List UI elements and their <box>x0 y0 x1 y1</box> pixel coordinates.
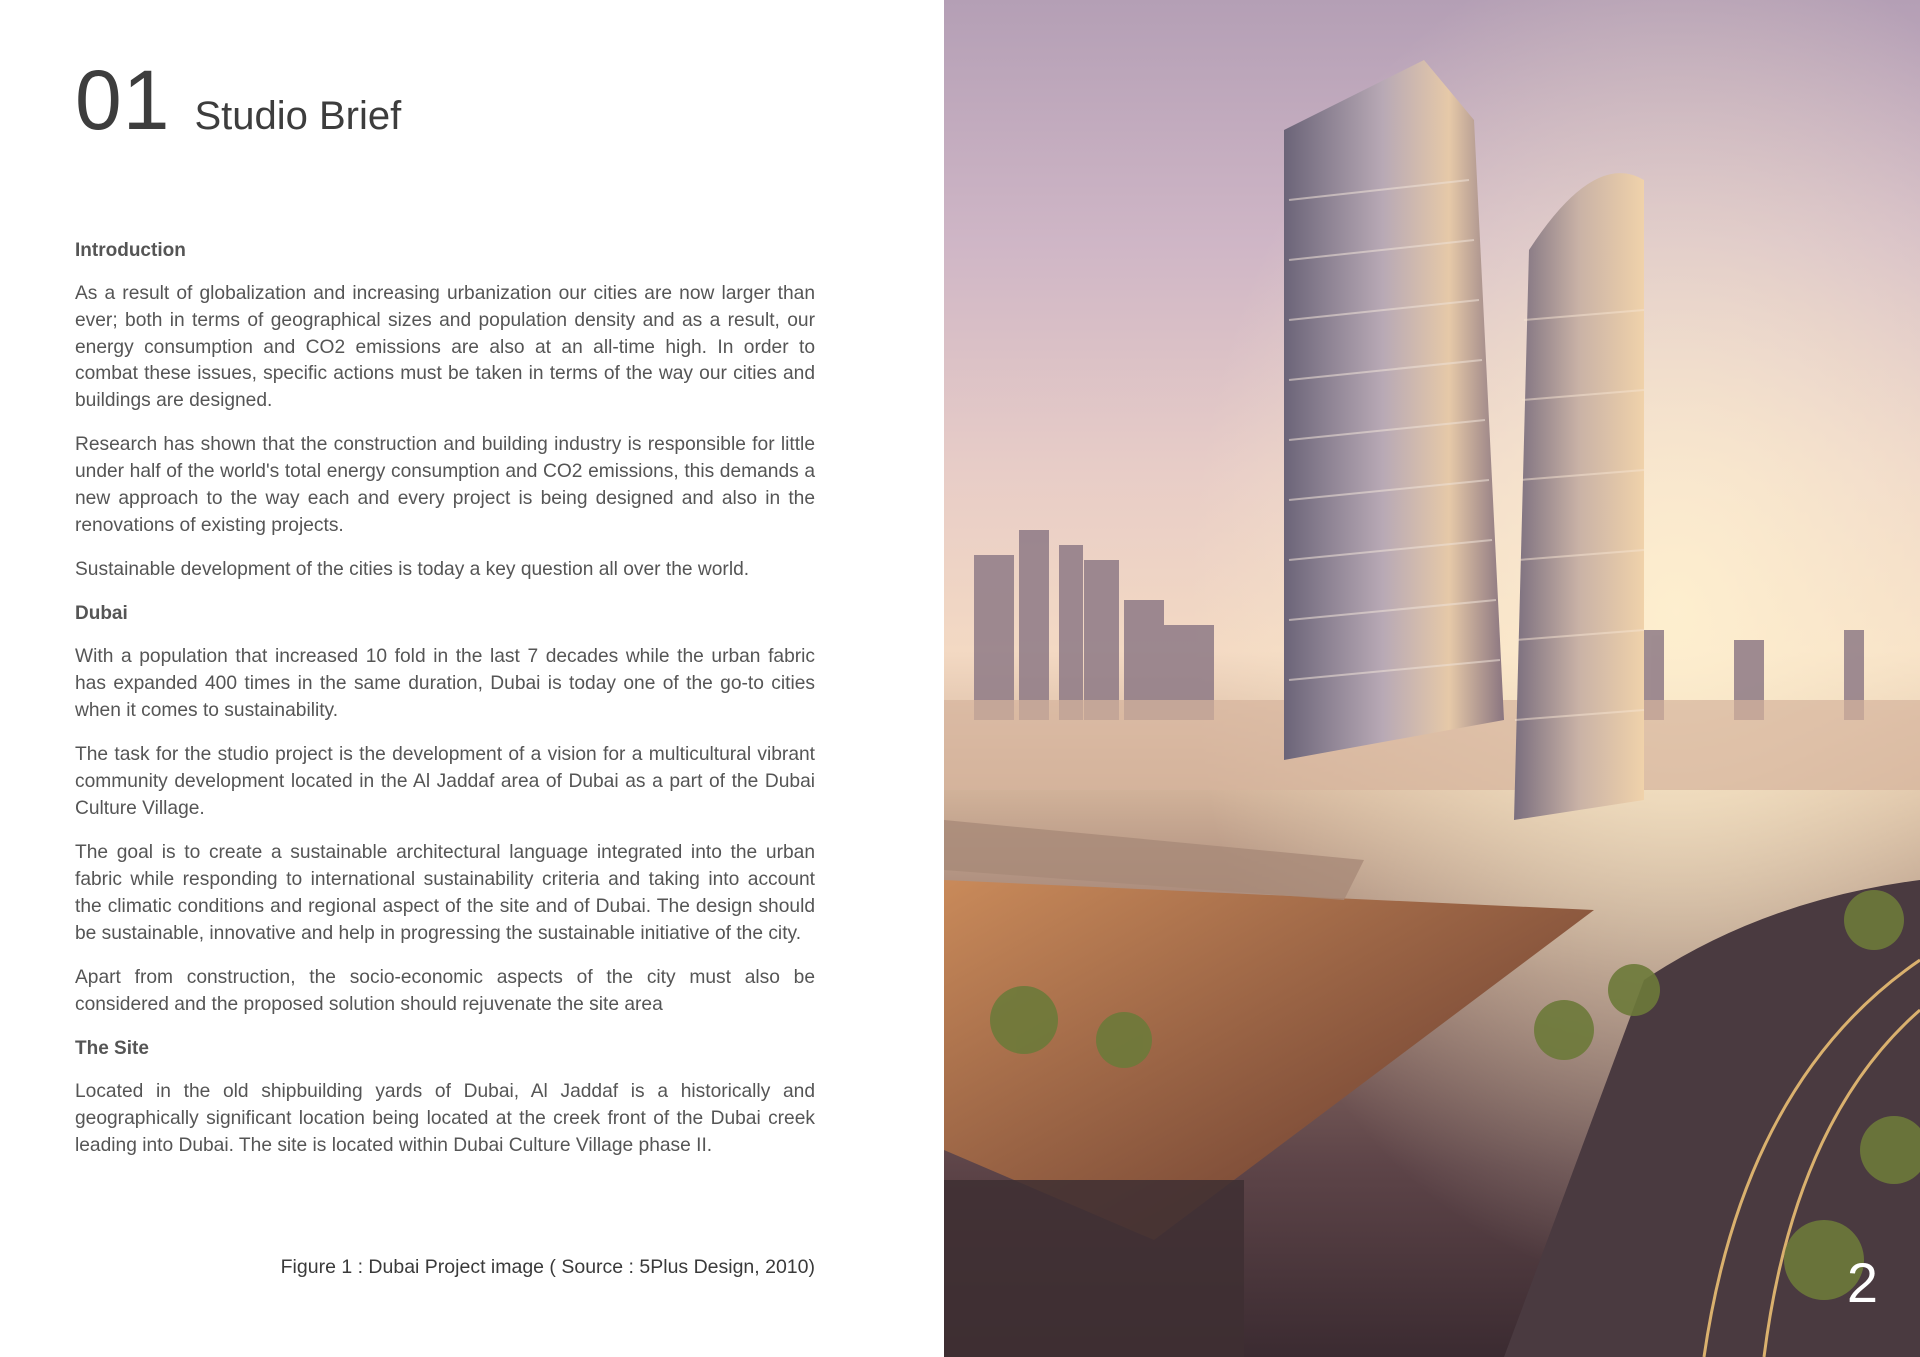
text-column <box>0 0 944 1357</box>
paragraph: Apart from construction, the socio-economic aspects of the city must also be considered and the proposed solution should rejuvenate the site area <box>75 966 815 1015</box>
chapter-title: Studio Brief <box>194 94 402 138</box>
paragraph: Located in the old shipbuilding yards of Dubai, Al Jaddaf is a historically and geographically significant location being located at the creek front of the Dubai creek leading into Dubai. The site is located within Dubai Culture Village phase II. <box>75 1081 815 1156</box>
paragraph: The task for the studio project is the development of a vision for a multicultural vibrant community development located in the Al Jaddaf area of Dubai as a part of the Dubai Culture Village. <box>75 744 815 819</box>
tower-left <box>1284 60 1504 760</box>
section-heading-site: The Site <box>75 1038 149 1060</box>
page-number: 2 <box>1846 1251 1878 1314</box>
page-title <box>75 53 402 147</box>
paragraph: As a result of globalization and increasing urbanization our cities are now larger than ever; both in terms of geographical sizes and population density and as a result, our energy consumption and CO2 emissions are also at an all-time high. In order to combat these issues, specific actions must be taken in terms of the way our cities and buildings are designed. <box>75 283 815 412</box>
chapter-number: 01 <box>75 53 171 147</box>
paragraph: Sustainable development of the cities is today a key question all over the world. <box>75 559 750 581</box>
paragraph: Research has shown that the construction and building industry is responsible for little under half of the world's total energy consumption and CO2 emissions, this demands a new approach to the way each and every project is being designed and also in the renovations of existing projects. <box>75 434 815 536</box>
city-illustration <box>944 0 1920 1357</box>
body-text <box>75 238 815 1177</box>
figure-caption: Figure 1 : Dubai Project image ( Source : 5Plus Design, 2010) <box>280 1256 815 1278</box>
tower-right <box>1514 173 1644 820</box>
paragraph: The goal is to create a sustainable architectural language integrated into the urban fabric while responding to international sustainability criteria and taking into account the climatic conditions and regional aspect of the site and of Dubai. The design should be sustainable, innovative and help in progressing the sustainable initiative of the city. <box>75 842 815 944</box>
project-rendering-image <box>944 0 1920 1357</box>
section-heading-introduction: Introduction <box>75 240 186 261</box>
section-heading-dubai: Dubai <box>75 603 128 625</box>
paragraph: With a population that increased 10 fold in the last 7 decades while the urban fabric has expanded 400 times in the same duration, Dubai is today one of the go-to cities when it comes to sustainability. <box>75 646 815 722</box>
